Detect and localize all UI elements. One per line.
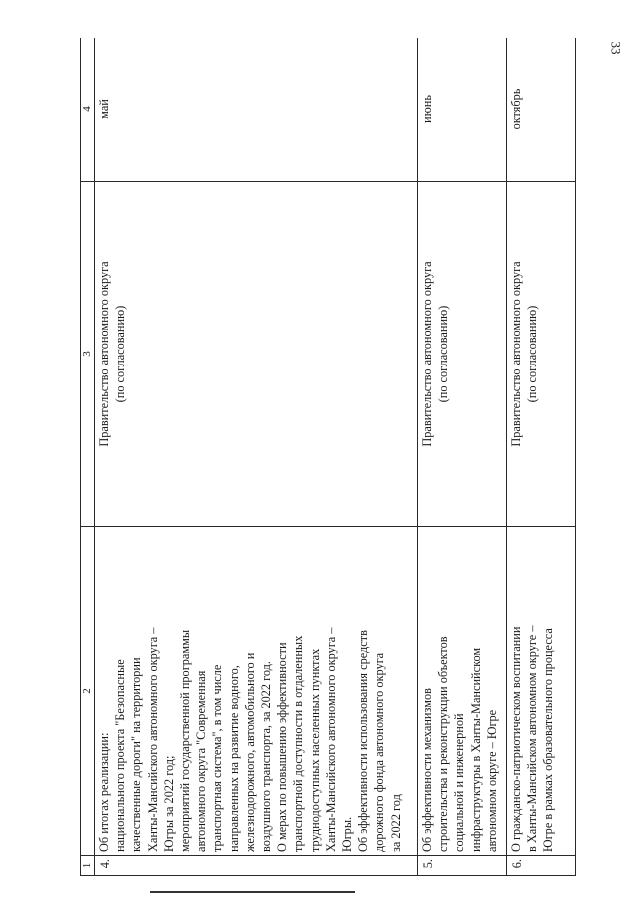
text-line: строительства и реконструкции объектов: [436, 636, 451, 852]
row-number: 6.: [507, 856, 576, 876]
rotated-table-wrapper: [80, 38, 585, 876]
row-number: 5.: [418, 856, 507, 876]
text-line: в Ханты-Мансийском автономном округе –: [525, 625, 540, 852]
text-line: (по согласованию): [525, 305, 540, 403]
text-line: направленных на развитие водного,: [226, 665, 241, 852]
text-line: качественные дороги" на территории: [129, 657, 144, 852]
table-row: [418, 38, 507, 876]
text-line: Правительство автономного округа: [509, 261, 523, 447]
text-line: Об эффективности использования средств: [356, 630, 371, 852]
row-topic: [507, 527, 576, 856]
table-row: [95, 38, 418, 876]
text-line: Ханты-Мансийского автономного округа –: [323, 627, 338, 852]
row-month: май: [95, 38, 418, 182]
text-line: Югре в рамках образовательного процесса: [541, 628, 556, 852]
text-line: дорожного фонда автономного округа: [372, 652, 387, 852]
row-month: июнь: [418, 38, 507, 182]
row-topic: [418, 527, 507, 856]
text-line: (по согласованию): [113, 305, 128, 403]
text-line: Правительство автономного округа: [97, 261, 111, 447]
header-col-1: 1: [81, 856, 95, 876]
table-frame: [80, 38, 585, 876]
text-line: воздушного транспорта, за 2022 год.: [259, 660, 274, 852]
text-line: О мерах по повышению эффективности: [275, 642, 290, 852]
row-number: 4.: [95, 856, 418, 876]
text-line: Югры за 2022 год;: [161, 755, 176, 852]
text-line: Об эффективности механизмов: [420, 688, 434, 852]
header-col-3: 3: [81, 182, 95, 527]
text-line: О гражданско-патриотическом воспитании: [509, 626, 523, 852]
text-line: автономного округа "Современная: [194, 670, 209, 852]
text-line: труднодоступных населенных пунктах: [307, 648, 322, 852]
text-line: инфраструктуры в Ханты-Мансийском: [468, 647, 483, 852]
text-line: за 2022 год: [388, 794, 403, 852]
text-line: социальной и инженерной: [452, 713, 467, 852]
page-number: 33: [608, 41, 624, 55]
text-line: Ханты-Мансийского автономного округа –: [145, 627, 160, 852]
text-line: транспортная система", в том числе: [210, 664, 225, 852]
text-line: (по согласованию): [436, 305, 451, 403]
row-topic: [95, 527, 418, 856]
header-col-2: 2: [81, 527, 95, 856]
text-line: Об итогах реализации:: [97, 732, 111, 852]
text-line: мероприятий государственной программы: [178, 629, 193, 852]
text-line: транспортной доступности в отдаленных: [291, 635, 306, 852]
schedule-table: [80, 38, 576, 876]
row-responsible: [418, 182, 507, 527]
footer-rule: [150, 891, 355, 893]
text-line: Югры.: [340, 816, 355, 852]
text-line: автономном округе – Югре: [484, 709, 499, 852]
row-responsible: [95, 182, 418, 527]
header-col-4: 4: [81, 38, 95, 182]
row-month: октябрь: [507, 38, 576, 182]
table-header-row: [81, 38, 95, 876]
text-line: железнодорожного, автомобильного и: [242, 652, 257, 852]
text-line: Правительство автономного округа: [420, 261, 434, 447]
text-line: национального проекта "Безопасные: [113, 659, 128, 852]
table-row: [507, 38, 576, 876]
row-responsible: [507, 182, 576, 527]
